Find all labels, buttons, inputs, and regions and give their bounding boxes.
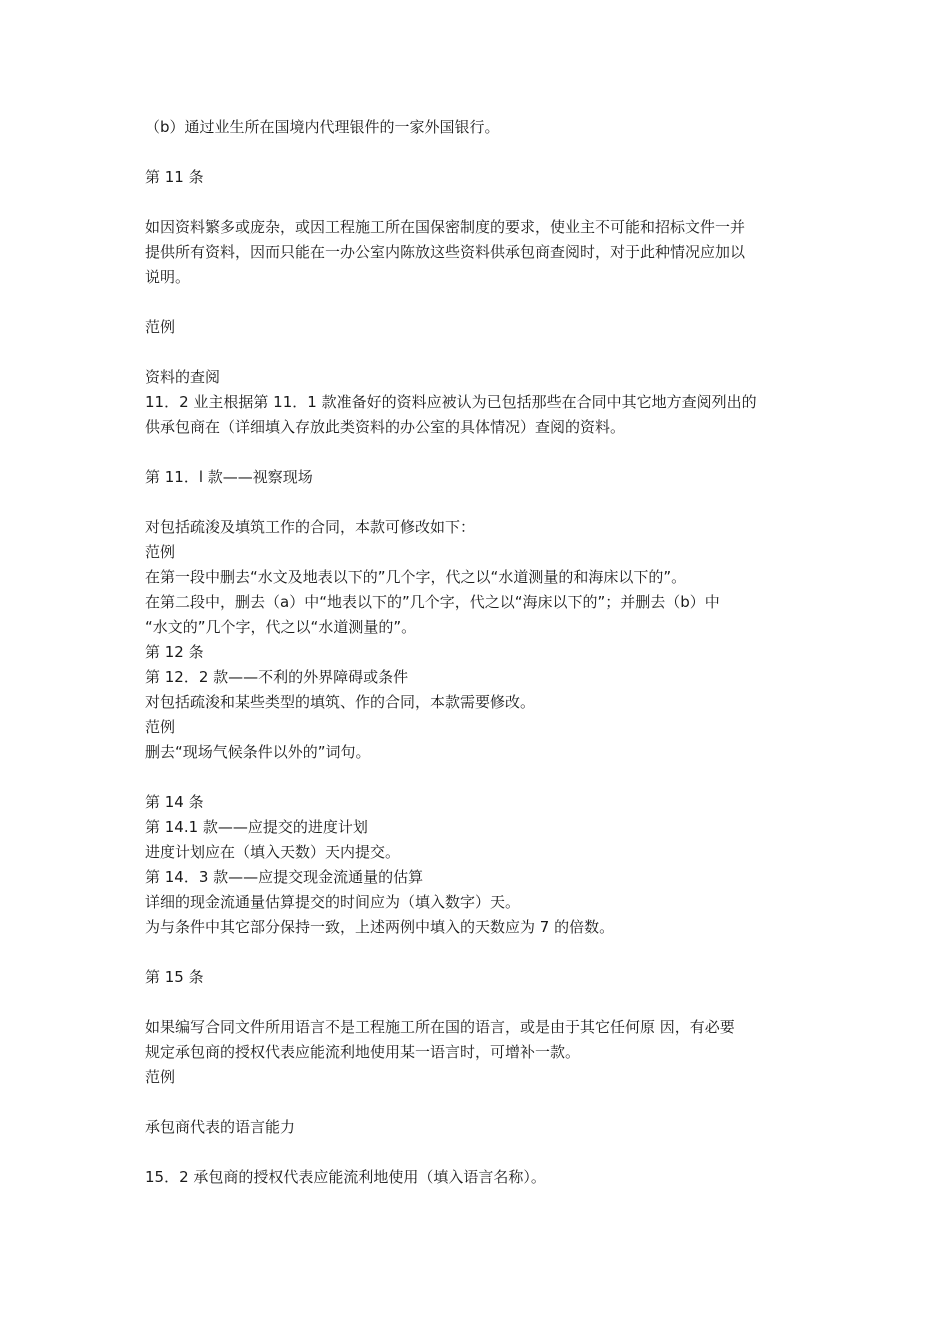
text-line: 15．2 承包商的授权代表应能流利地使用（填入语言名称）。 xyxy=(145,1168,546,1186)
text-line: “水文的”几个字，代之以“水道测量的”。 xyxy=(145,618,417,636)
text-line: （b）通过业生所在国境内代理银件的一家外国银行。 xyxy=(145,118,500,136)
example-label: 范例 xyxy=(145,318,176,336)
example-label: 范例 xyxy=(145,1068,176,1086)
section-title: 承包商代表的语言能力 xyxy=(145,1118,296,1136)
blank-line xyxy=(145,990,815,1015)
text-line: 如因资料繁多或庞杂，或因工程施工所在国保密制度的要求，使业主不可能和招标文件一并 xyxy=(145,218,746,236)
example-label: 范例 xyxy=(145,543,176,561)
text-line: 供承包商在（详细填入存放此类资料的办公室的具体情况）查阅的资料。 xyxy=(145,418,626,436)
clause-heading: 第 14．3 款——应提交现金流通量的估算 xyxy=(145,868,424,886)
article-heading: 第 11 条 xyxy=(145,168,204,186)
example-label: 范例 xyxy=(145,718,176,736)
text-line: 对包括疏浚及填筑工作的合同，本款可修改如下： xyxy=(145,518,476,536)
article-heading: 第 14 条 xyxy=(145,793,204,811)
article-heading: 第 12 条 xyxy=(145,643,204,661)
blank-line xyxy=(145,290,815,315)
text-line: 为与条件中其它部分保持一致，上述两例中填入的天数应为 7 的倍数。 xyxy=(145,918,615,936)
blank-line xyxy=(145,940,815,965)
text-line: 11．2 业主根据第 11．1 款准备好的资料应被认为已包括那些在合同中其它地方查阅列出的 xyxy=(145,393,757,411)
text-line: 在第二段中，删去（a）中“地表以下的”几个字，代之以“海床以下的”；并删去（b）中 xyxy=(145,593,720,611)
blank-line xyxy=(145,765,815,790)
blank-line xyxy=(145,1090,815,1115)
blank-line xyxy=(145,340,815,365)
text-line: 详细的现金流通量估算提交的时间应为（填入数字）天。 xyxy=(145,893,521,911)
blank-line xyxy=(145,1140,815,1165)
clause-heading: 第 14.1 款——应提交的进度计划 xyxy=(145,818,368,836)
text-line: 进度计划应在（填入天数）天内提交。 xyxy=(145,843,401,861)
blank-line xyxy=(145,140,815,165)
document-body xyxy=(145,115,815,1190)
clause-heading: 第 12．2 款——不利的外界障碍或条件 xyxy=(145,668,409,686)
blank-line xyxy=(145,440,815,465)
article-heading: 第 15 条 xyxy=(145,968,204,986)
text-line: 如果编写合同文件所用语言不是工程施工所在国的语言，或是由于其它任何原 因，有必要 xyxy=(145,1018,735,1036)
blank-line xyxy=(145,490,815,515)
text-line: 规定承包商的授权代表应能流利地使用某一语言时，可增补一款。 xyxy=(145,1043,581,1061)
text-line: 对包括疏浚和某些类型的填筑、作的合同，本款需要修改。 xyxy=(145,693,536,711)
section-title: 资料的查阅 xyxy=(145,368,221,386)
text-line: 删去“现场气候条件以外的”词句。 xyxy=(145,743,371,761)
blank-line xyxy=(145,190,815,215)
text-line: 提供所有资料，因而只能在一办公室内陈放这些资料供承包商查阅时，对于此种情况应加以 xyxy=(145,243,746,261)
text-line: 说明。 xyxy=(145,268,191,286)
text-line: 在第一段中删去“水文及地表以下的”几个字，代之以“水道测量的和海床以下的”。 xyxy=(145,568,687,586)
clause-heading: 第 11．l 款——视察现场 xyxy=(145,468,313,486)
